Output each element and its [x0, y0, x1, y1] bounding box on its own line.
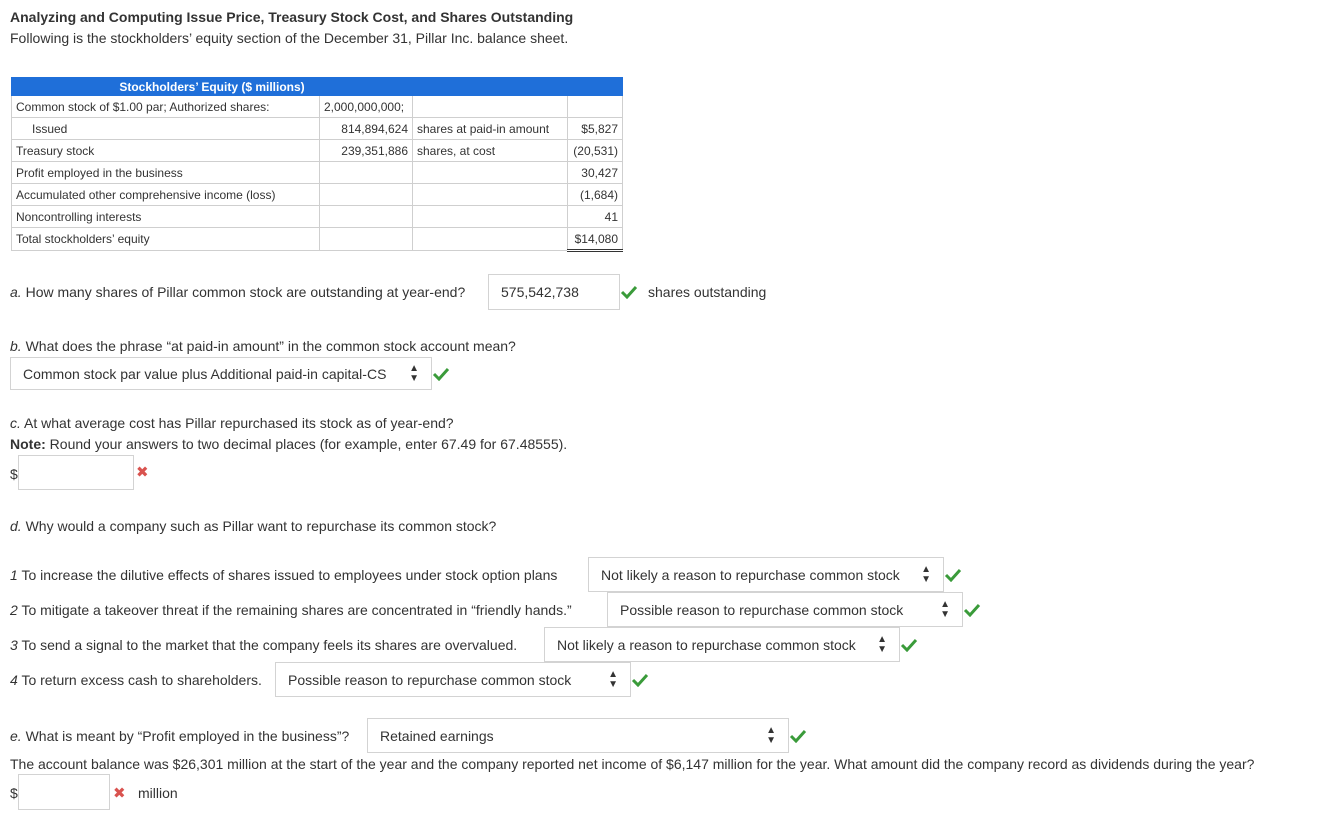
reason-item-1: 1 To increase the dilutive effects of shares issued to employees under stock option plans	[10, 567, 558, 583]
select-arrows-icon: ▲ ▼	[608, 668, 618, 690]
row-label: Common stock of $1.00 par; Authorized shares:	[12, 96, 320, 118]
question-d: d. Why would a company such as Pillar want to repurchase its common stock?	[10, 518, 497, 534]
row-label: Accumulated other comprehensive income (loss)	[12, 184, 320, 206]
question-e-followup: The account balance was $26,301 million at the start of the year and the company reported net income of $6,147 million for the year. What amount did the company record as dividends during the year?	[10, 756, 1255, 772]
question-b: b. What does the phrase “at paid-in amount” in the common stock account mean?	[10, 338, 516, 354]
row-amount: $14,080	[568, 228, 623, 251]
reason-item-4: 4 To return excess cash to shareholders.	[10, 672, 262, 688]
select-arrows-icon: ▲ ▼	[940, 598, 950, 620]
table-row	[12, 184, 623, 206]
question-a: a. How many shares of Pillar common stock are outstanding at year-end?	[10, 284, 466, 300]
reason-2-select[interactable]: Possible reason to repurchase common stock ▲ ▼	[607, 592, 963, 627]
select-arrows-icon: ▲ ▼	[877, 633, 887, 655]
row-amount: 41	[568, 206, 623, 228]
question-c: c. At what average cost has Pillar repurchased its stock as of year-end?	[10, 415, 454, 431]
cross-icon: ✖	[113, 785, 126, 802]
row-col3: shares at paid-in amount	[413, 118, 568, 140]
page-subtitle: Following is the stockholders’ equity section of the December 31, Pillar Inc. balance sheet.	[10, 30, 569, 46]
reason-item-2: 2 To mitigate a takeover threat if the remaining shares are concentrated in “friendly hands.”	[10, 602, 572, 618]
row-amount: 30,427	[568, 162, 623, 184]
currency-symbol: $	[10, 785, 18, 801]
table-header: Stockholders’ Equity ($ millions)	[12, 78, 413, 96]
cross-icon: ✖	[136, 464, 149, 481]
shares-unit-label: shares outstanding	[648, 284, 767, 300]
row-col2: 2,000,000,000;	[320, 96, 413, 118]
check-icon	[789, 729, 807, 743]
row-amount: (20,531)	[568, 140, 623, 162]
table-row	[12, 228, 623, 251]
reason-3-select[interactable]: Not likely a reason to repurchase common stock ▲ ▼	[544, 627, 900, 662]
row-col3: shares, at cost	[413, 140, 568, 162]
row-col2: 814,894,624	[320, 118, 413, 140]
row-label: Profit employed in the business	[12, 162, 320, 184]
table-row	[12, 140, 623, 162]
balance-sheet-table	[11, 77, 623, 252]
reason-1-select[interactable]: Not likely a reason to repurchase common stock ▲ ▼	[588, 557, 944, 592]
table-row	[12, 118, 623, 140]
table-row	[12, 206, 623, 228]
question-e: e. What is meant by “Profit employed in the business”?	[10, 728, 350, 744]
dividends-input[interactable]	[18, 774, 110, 810]
check-icon	[944, 568, 962, 582]
reason-4-select[interactable]: Possible reason to repurchase common stock ▲ ▼	[275, 662, 631, 697]
row-col2: 239,351,886	[320, 140, 413, 162]
check-icon	[900, 638, 918, 652]
row-label: Treasury stock	[12, 140, 320, 162]
page-title: Analyzing and Computing Issue Price, Treasury Stock Cost, and Shares Outstanding	[10, 9, 574, 25]
shares-outstanding-input[interactable]: 575,542,738	[488, 274, 620, 310]
select-arrows-icon: ▲ ▼	[409, 362, 419, 384]
table-row	[12, 96, 623, 118]
table-row	[12, 162, 623, 184]
check-icon	[631, 673, 649, 687]
row-label: Noncontrolling interests	[12, 206, 320, 228]
check-icon	[620, 285, 638, 299]
row-amount: $5,827	[568, 118, 623, 140]
paid-in-amount-select[interactable]: Common stock par value plus Additional paid-in capital-CS ▲ ▼	[10, 357, 432, 390]
row-label: Total stockholders’ equity	[12, 228, 320, 251]
check-icon	[963, 603, 981, 617]
currency-symbol: $	[10, 466, 18, 482]
row-label: Issued	[12, 118, 320, 140]
check-icon	[432, 367, 450, 381]
reason-item-3: 3 To send a signal to the market that the company feels its shares are overvalued.	[10, 637, 518, 653]
select-arrows-icon: ▲ ▼	[921, 563, 931, 585]
select-arrows-icon: ▲ ▼	[766, 724, 776, 746]
row-amount: (1,684)	[568, 184, 623, 206]
million-unit-label: million	[138, 785, 178, 801]
average-cost-input[interactable]	[18, 455, 134, 490]
question-c-note: Note: Round your answers to two decimal places (for example, enter 67.49 for 67.48555).	[10, 436, 568, 452]
profit-employed-select[interactable]: Retained earnings ▲ ▼	[367, 718, 789, 753]
